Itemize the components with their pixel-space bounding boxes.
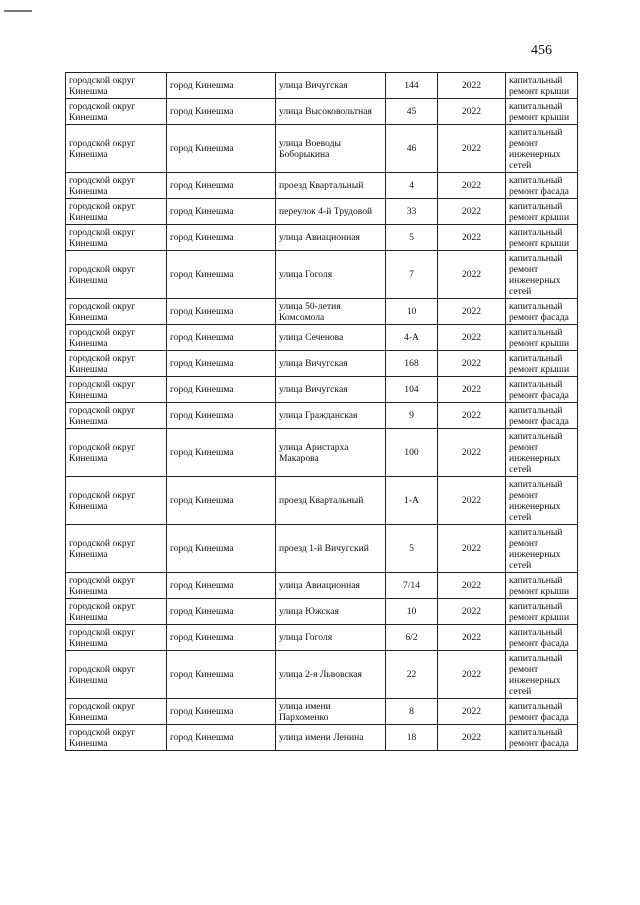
- work-type-cell: капитальный ремонт крыши: [506, 99, 578, 125]
- locality-cell: город Кинешма: [167, 173, 276, 199]
- table-row: [66, 525, 578, 573]
- street-cell: улица имени Пархоменко: [276, 699, 386, 725]
- table-row: [66, 299, 578, 325]
- street-cell: проезд Квартальный: [276, 477, 386, 525]
- year-cell: 2022: [438, 599, 506, 625]
- locality-cell: город Кинешма: [167, 599, 276, 625]
- year-cell: 2022: [438, 99, 506, 125]
- year-cell: 2022: [438, 251, 506, 299]
- locality-cell: город Кинешма: [167, 377, 276, 403]
- year-cell: 2022: [438, 651, 506, 699]
- table-row: [66, 429, 578, 477]
- locality-cell: город Кинешма: [167, 299, 276, 325]
- municipality-cell: городской округ Кинешма: [66, 725, 167, 751]
- municipality-cell: городской округ Кинешма: [66, 573, 167, 599]
- table-row: [66, 125, 578, 173]
- locality-cell: город Кинешма: [167, 199, 276, 225]
- street-cell: проезд 1-й Вичугский: [276, 525, 386, 573]
- work-type-cell: капитальный ремонт крыши: [506, 599, 578, 625]
- locality-cell: город Кинешма: [167, 429, 276, 477]
- street-cell: улица Вичугская: [276, 73, 386, 99]
- street-cell: улица Гражданская: [276, 403, 386, 429]
- municipality-cell: городской округ Кинешма: [66, 251, 167, 299]
- locality-cell: город Кинешма: [167, 225, 276, 251]
- municipality-cell: городской округ Кинешма: [66, 429, 167, 477]
- municipality-cell: городской округ Кинешма: [66, 403, 167, 429]
- work-type-cell: капитальный ремонт крыши: [506, 73, 578, 99]
- street-cell: улица Воеводы Боборыкина: [276, 125, 386, 173]
- table-row: [66, 651, 578, 699]
- year-cell: 2022: [438, 477, 506, 525]
- table-row: [66, 573, 578, 599]
- street-cell: проезд Квартальный: [276, 173, 386, 199]
- municipality-cell: городской округ Кинешма: [66, 73, 167, 99]
- locality-cell: город Кинешма: [167, 525, 276, 573]
- table-row: [66, 725, 578, 751]
- table-row: [66, 477, 578, 525]
- locality-cell: город Кинешма: [167, 325, 276, 351]
- work-type-cell: капитальный ремонт инженерных сетей: [506, 477, 578, 525]
- table-row: [66, 625, 578, 651]
- year-cell: 2022: [438, 199, 506, 225]
- house-number-cell: 5: [386, 225, 438, 251]
- locality-cell: город Кинешма: [167, 125, 276, 173]
- work-type-cell: капитальный ремонт крыши: [506, 199, 578, 225]
- work-type-cell: капитальный ремонт крыши: [506, 573, 578, 599]
- house-number-cell: 7/14: [386, 573, 438, 599]
- house-number-cell: 8: [386, 699, 438, 725]
- year-cell: 2022: [438, 351, 506, 377]
- locality-cell: город Кинешма: [167, 403, 276, 429]
- house-number-cell: 4-А: [386, 325, 438, 351]
- house-number-cell: 100: [386, 429, 438, 477]
- table-row: [66, 325, 578, 351]
- street-cell: улица 2-я Львовская: [276, 651, 386, 699]
- table-row: [66, 377, 578, 403]
- street-cell: улица Авиационная: [276, 225, 386, 251]
- street-cell: улица имени Ленина: [276, 725, 386, 751]
- street-cell: улица Высоковольтная: [276, 99, 386, 125]
- municipality-cell: городской округ Кинешма: [66, 699, 167, 725]
- table-row: [66, 173, 578, 199]
- work-type-cell: капитальный ремонт инженерных сетей: [506, 125, 578, 173]
- locality-cell: город Кинешма: [167, 625, 276, 651]
- table-row: [66, 225, 578, 251]
- work-type-cell: капитальный ремонт фасада: [506, 699, 578, 725]
- house-number-cell: 22: [386, 651, 438, 699]
- year-cell: 2022: [438, 725, 506, 751]
- locality-cell: город Кинешма: [167, 573, 276, 599]
- year-cell: 2022: [438, 403, 506, 429]
- table-row: [66, 599, 578, 625]
- locality-cell: город Кинешма: [167, 73, 276, 99]
- house-number-cell: 104: [386, 377, 438, 403]
- street-cell: переулок 4-й Трудовой: [276, 199, 386, 225]
- year-cell: 2022: [438, 125, 506, 173]
- municipality-cell: городской округ Кинешма: [66, 99, 167, 125]
- work-type-cell: капитальный ремонт крыши: [506, 325, 578, 351]
- scan-mark: [4, 10, 32, 12]
- year-cell: 2022: [438, 173, 506, 199]
- year-cell: 2022: [438, 299, 506, 325]
- table-row: [66, 73, 578, 99]
- locality-cell: город Кинешма: [167, 477, 276, 525]
- work-type-cell: капитальный ремонт фасада: [506, 299, 578, 325]
- year-cell: 2022: [438, 573, 506, 599]
- table-row: [66, 403, 578, 429]
- street-cell: улица Вичугская: [276, 377, 386, 403]
- municipality-cell: городской округ Кинешма: [66, 599, 167, 625]
- work-type-cell: капитальный ремонт фасада: [506, 377, 578, 403]
- year-cell: 2022: [438, 377, 506, 403]
- locality-cell: город Кинешма: [167, 651, 276, 699]
- street-cell: улица Вичугская: [276, 351, 386, 377]
- work-type-cell: капитальный ремонт инженерных сетей: [506, 429, 578, 477]
- table-row: [66, 199, 578, 225]
- table-row: [66, 351, 578, 377]
- house-number-cell: 6/2: [386, 625, 438, 651]
- work-type-cell: капитальный ремонт фасада: [506, 403, 578, 429]
- work-type-cell: капитальный ремонт крыши: [506, 351, 578, 377]
- municipality-cell: городской округ Кинешма: [66, 325, 167, 351]
- house-number-cell: 10: [386, 299, 438, 325]
- house-number-cell: 1-А: [386, 477, 438, 525]
- work-type-cell: капитальный ремонт фасада: [506, 625, 578, 651]
- municipality-cell: городской округ Кинешма: [66, 173, 167, 199]
- house-number-cell: 5: [386, 525, 438, 573]
- municipality-cell: городской округ Кинешма: [66, 225, 167, 251]
- year-cell: 2022: [438, 225, 506, 251]
- work-type-cell: капитальный ремонт фасада: [506, 725, 578, 751]
- house-number-cell: 9: [386, 403, 438, 429]
- street-cell: улица Гоголя: [276, 251, 386, 299]
- municipality-cell: городской округ Кинешма: [66, 377, 167, 403]
- house-number-cell: 10: [386, 599, 438, 625]
- municipality-cell: городской округ Кинешма: [66, 651, 167, 699]
- municipality-cell: городской округ Кинешма: [66, 477, 167, 525]
- house-number-cell: 45: [386, 99, 438, 125]
- municipality-cell: городской округ Кинешма: [66, 299, 167, 325]
- year-cell: 2022: [438, 699, 506, 725]
- street-cell: улица Авиационная: [276, 573, 386, 599]
- house-number-cell: 7: [386, 251, 438, 299]
- year-cell: 2022: [438, 325, 506, 351]
- year-cell: 2022: [438, 525, 506, 573]
- locality-cell: город Кинешма: [167, 699, 276, 725]
- street-cell: улица Аристарха Макарова: [276, 429, 386, 477]
- work-type-cell: капитальный ремонт фасада: [506, 173, 578, 199]
- work-type-cell: капитальный ремонт инженерных сетей: [506, 525, 578, 573]
- house-number-cell: 18: [386, 725, 438, 751]
- house-number-cell: 144: [386, 73, 438, 99]
- year-cell: 2022: [438, 625, 506, 651]
- municipality-cell: городской округ Кинешма: [66, 125, 167, 173]
- year-cell: 2022: [438, 73, 506, 99]
- table-row: [66, 699, 578, 725]
- street-cell: улица Южская: [276, 599, 386, 625]
- municipality-cell: городской округ Кинешма: [66, 199, 167, 225]
- street-cell: улица Гоголя: [276, 625, 386, 651]
- municipality-cell: городской округ Кинешма: [66, 525, 167, 573]
- locality-cell: город Кинешма: [167, 725, 276, 751]
- municipality-cell: городской округ Кинешма: [66, 625, 167, 651]
- house-number-cell: 4: [386, 173, 438, 199]
- table-row: [66, 251, 578, 299]
- page-number: 456: [531, 43, 552, 58]
- locality-cell: город Кинешма: [167, 351, 276, 377]
- work-type-cell: капитальный ремонт инженерных сетей: [506, 251, 578, 299]
- table-row: [66, 99, 578, 125]
- house-number-cell: 33: [386, 199, 438, 225]
- house-number-cell: 46: [386, 125, 438, 173]
- work-type-cell: капитальный ремонт инженерных сетей: [506, 651, 578, 699]
- street-cell: улица 50-летия Комсомола: [276, 299, 386, 325]
- street-cell: улица Сеченова: [276, 325, 386, 351]
- house-number-cell: 168: [386, 351, 438, 377]
- year-cell: 2022: [438, 429, 506, 477]
- municipality-cell: городской округ Кинешма: [66, 351, 167, 377]
- repair-plan-table: [65, 72, 578, 751]
- locality-cell: город Кинешма: [167, 251, 276, 299]
- locality-cell: город Кинешма: [167, 99, 276, 125]
- work-type-cell: капитальный ремонт крыши: [506, 225, 578, 251]
